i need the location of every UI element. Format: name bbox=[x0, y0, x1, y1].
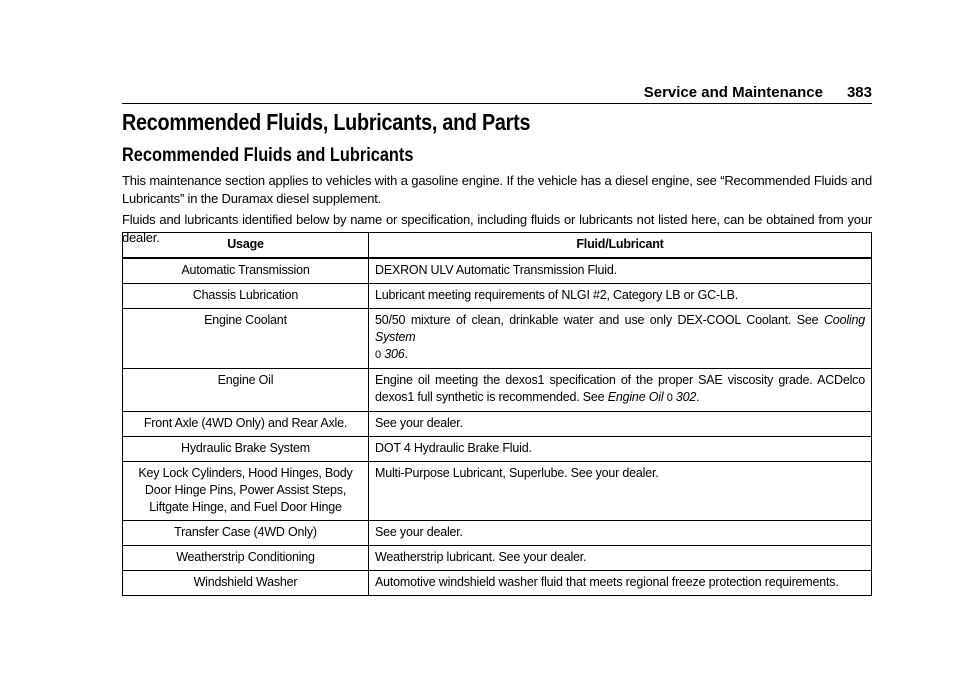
running-header bbox=[122, 84, 872, 101]
cross-reference-page[interactable]: 306 bbox=[384, 347, 405, 361]
cross-reference-link[interactable]: Cooling System bbox=[375, 313, 865, 344]
usage-cell: Windshield Washer bbox=[123, 571, 369, 596]
fluid-text: 50/50 mixture of clean, drinkable water and use only DEX-COOL Coolant. See bbox=[375, 313, 819, 327]
table-row bbox=[123, 571, 872, 596]
fluid-cell: Automotive windshield washer fluid that meets regional freeze protection requirements. bbox=[369, 571, 872, 596]
usage-cell: Engine Coolant bbox=[123, 309, 369, 369]
table-row bbox=[123, 521, 872, 546]
punctuation: . bbox=[404, 347, 408, 361]
fluids-table bbox=[122, 232, 872, 596]
usage-cell: Transfer Case (4WD Only) bbox=[123, 521, 369, 546]
fluid-cell: See your dealer. bbox=[369, 412, 872, 437]
usage-cell: Automatic Transmission bbox=[123, 258, 369, 284]
page-reference-icon: 0 bbox=[375, 349, 381, 361]
page-number: 383 bbox=[846, 84, 872, 101]
fluid-cell: DEXRON ULV Automatic Transmission Fluid. bbox=[369, 258, 872, 284]
dealer-paragraph: Fluids and lubricants identified below by name or specification, including fluids or lubricants not listed here, can be obtained from your dealer. bbox=[122, 212, 872, 245]
usage-cell: Weatherstrip Conditioning bbox=[123, 546, 369, 571]
usage-cell: Chassis Lubrication bbox=[123, 284, 369, 309]
usage-cell: Hydraulic Brake System bbox=[123, 437, 369, 462]
fluid-cell bbox=[369, 309, 872, 369]
table-header-row bbox=[123, 233, 872, 259]
header-rule bbox=[122, 103, 872, 104]
table-row bbox=[123, 437, 872, 462]
fluid-cell: Multi-Purpose Lubricant, Superlube. See your dealer. bbox=[369, 462, 872, 521]
table-row bbox=[123, 284, 872, 309]
fluid-cell: DOT 4 Hydraulic Brake Fluid. bbox=[369, 437, 872, 462]
usage-column-header: Usage bbox=[123, 233, 369, 259]
fluid-cell: Weatherstrip lubricant. See your dealer. bbox=[369, 546, 872, 571]
cross-reference-page[interactable]: 302 bbox=[675, 390, 697, 404]
usage-cell: Front Axle (4WD Only) and Rear Axle. bbox=[123, 412, 369, 437]
table-row bbox=[123, 412, 872, 437]
table-row bbox=[123, 546, 872, 571]
section-name: Service and Maintenance bbox=[643, 84, 823, 101]
page-title: Recommended Fluids, Lubricants, and Parts bbox=[122, 109, 531, 135]
cross-reference-link[interactable]: Engine Oil bbox=[607, 390, 664, 404]
table-row bbox=[123, 462, 872, 521]
table-row bbox=[123, 258, 872, 284]
page-reference-icon: 0 bbox=[666, 392, 673, 404]
usage-cell: Key Lock Cylinders, Hood Hinges, Body Door Hinge Pins, Power Assist Steps, Liftgate Hinge, and Fuel Door Hinge bbox=[123, 462, 369, 521]
fluid-cell: See your dealer. bbox=[369, 521, 872, 546]
usage-cell: Engine Oil bbox=[123, 369, 369, 412]
section-subtitle: Recommended Fluids and Lubricants bbox=[122, 145, 414, 166]
intro-paragraph: This maintenance section applies to vehicles with a gasoline engine. If the vehicle has a diesel engine, see “Recommended Fluids and Lubricants” in the Duramax diesel supplement. bbox=[122, 173, 872, 206]
fluid-cell: Lubricant meeting requirements of NLGI #2, Category LB or GC-LB. bbox=[369, 284, 872, 309]
punctuation: . bbox=[696, 390, 700, 404]
table-row bbox=[123, 309, 872, 369]
fluid-column-header: Fluid/Lubricant bbox=[369, 233, 872, 259]
fluid-text: Engine oil meeting the dexos1 specification of the proper SAE viscosity grade. ACDelco dexos1 full synthetic is recommended. See bbox=[375, 373, 865, 404]
table-row bbox=[123, 369, 872, 412]
fluid-cell bbox=[369, 369, 872, 412]
